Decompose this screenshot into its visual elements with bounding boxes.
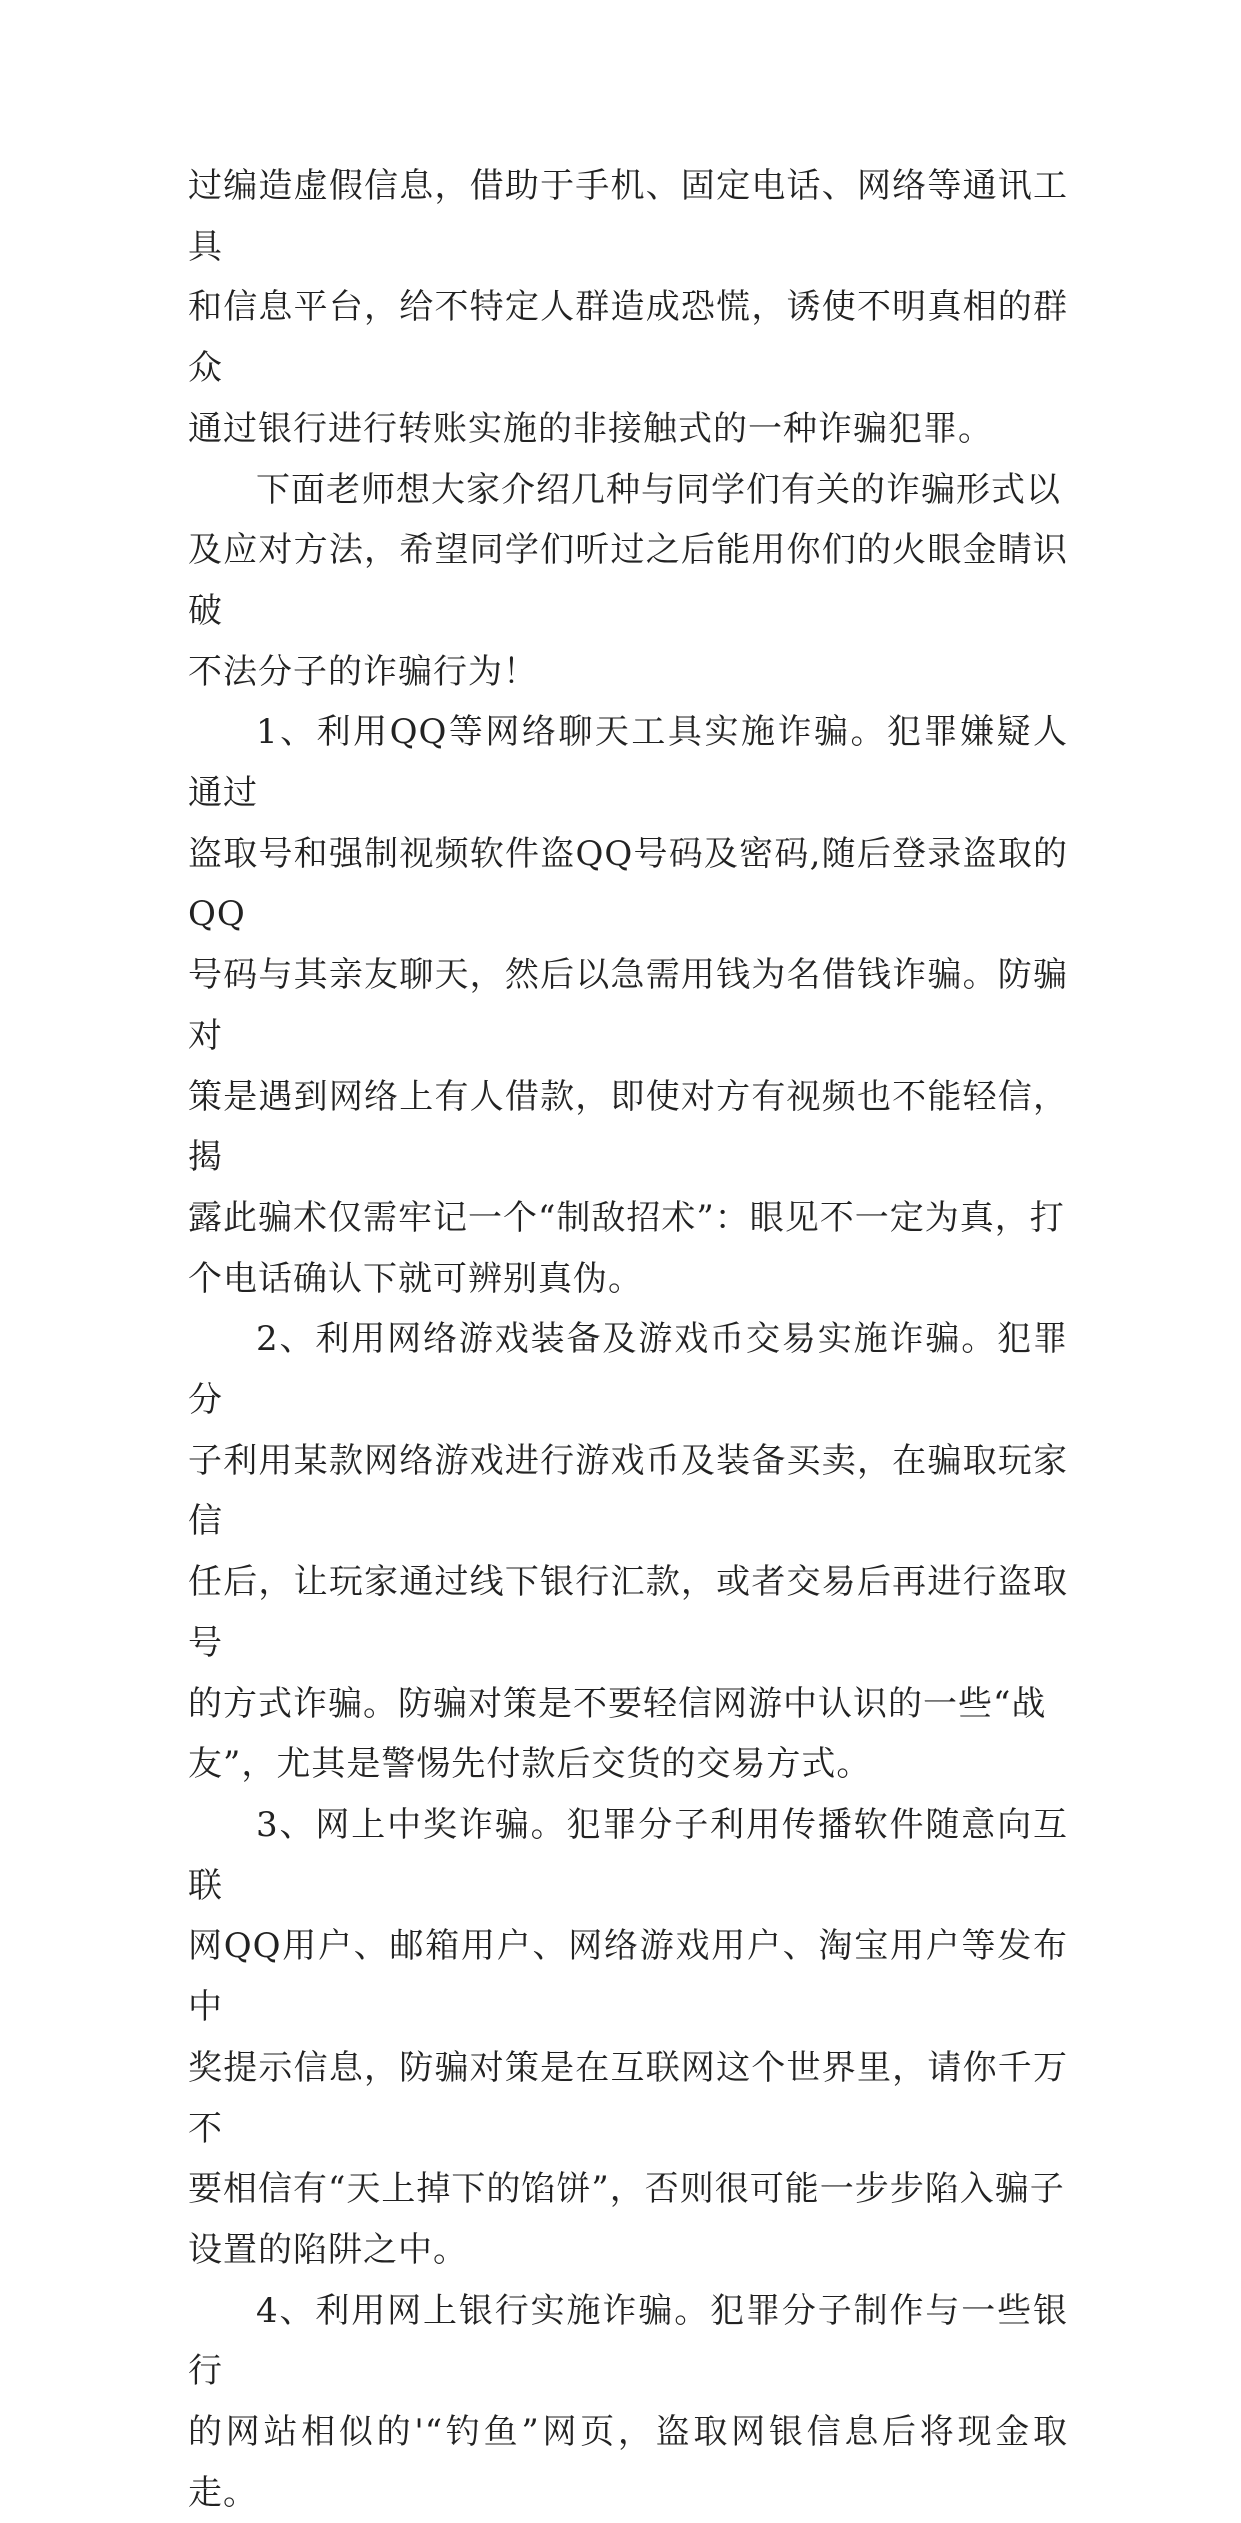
paragraph-item-4 bbox=[188, 2281, 1068, 2523]
text-line: 号码与其亲友聊天，然后以急需用钱为名借钱诈骗。防骗对 bbox=[188, 955, 1068, 1056]
text-line: 2、利用网络游戏装备及游戏币交易实施诈骗。犯罪分 bbox=[188, 1319, 1068, 1421]
paragraph-introduction bbox=[188, 460, 1068, 703]
text-line: 和信息平台，给不特定人群造成恐慌，诱使不明真相的群众 bbox=[188, 287, 1068, 389]
text-line: 策是遇到网络上有人借款，即使对方有视频也不能轻信，揭 bbox=[188, 1076, 1068, 1178]
paragraph-item-1 bbox=[188, 702, 1068, 1309]
text-line: 任后，让玩家通过线下银行汇款，或者交易后再进行盗取号 bbox=[188, 1562, 1068, 1663]
text-line: 子利用某款网络游戏进行游戏币及装备买卖，在骗取玩家信 bbox=[188, 1440, 1068, 1542]
text-line: 友”，尤其是警惕先付款后交货的交易方式。 bbox=[188, 1744, 872, 1785]
paragraph-item-3 bbox=[188, 1795, 1068, 2281]
text-line: 的方式诈骗。防骗对策是不要轻信网游中认识的一些“战 bbox=[188, 1683, 1047, 1724]
text-line: 个电话确认下就可辨别真伪。 bbox=[188, 1258, 643, 1299]
document-body bbox=[188, 156, 1068, 2523]
text-line: 的网站相似的'“钓鱼”网页，盗取网银信息后将现金取走。 bbox=[188, 2412, 1068, 2513]
paragraph-intro-continuation bbox=[188, 156, 1068, 460]
text-line: 盗取号和强制视频软件盗QQ号码及密码,随后登录盗取的QQ bbox=[188, 833, 1068, 935]
text-line: 下面老师想大家介绍几种与同学们有关的诈骗形式以 bbox=[256, 469, 1061, 510]
text-line: 网QQ用户、邮箱用户、网络游戏用户、淘宝用户等发布中 bbox=[188, 1926, 1068, 2028]
text-line: 设置的陷阱之中。 bbox=[188, 2229, 468, 2270]
text-line: 4、利用网上银行实施诈骗。犯罪分子制作与一些银行 bbox=[188, 2290, 1068, 2392]
text-line: 不法分子的诈骗行为！ bbox=[188, 651, 538, 692]
text-line: 过编造虚假信息，借助于手机、固定电话、网络等通讯工具 bbox=[188, 166, 1068, 267]
text-line: 奖提示信息，防骗对策是在互联网这个世界里，请你千万不 bbox=[188, 2047, 1068, 2149]
text-line: 3、网上中奖诈骗。犯罪分子利用传播软件随意向互联 bbox=[188, 1804, 1068, 1906]
text-line: 1、利用QQ等网络聊天工具实施诈骗。犯罪嫌疑人通过 bbox=[188, 712, 1068, 814]
text-line: 露此骗术仅需牢记一个“制敌招术”：眼见不一定为真，打 bbox=[188, 1197, 1065, 1238]
text-line: 及应对方法，希望同学们听过之后能用你们的火眼金睛识破 bbox=[188, 530, 1068, 631]
paragraph-item-2 bbox=[188, 1309, 1068, 1795]
text-line: 要相信有“天上掉下的馅饼”，否则很可能一步步陷入骗子 bbox=[188, 2169, 1065, 2210]
text-line: 通过银行进行转账实施的非接触式的一种诈骗犯罪。 bbox=[188, 408, 993, 449]
